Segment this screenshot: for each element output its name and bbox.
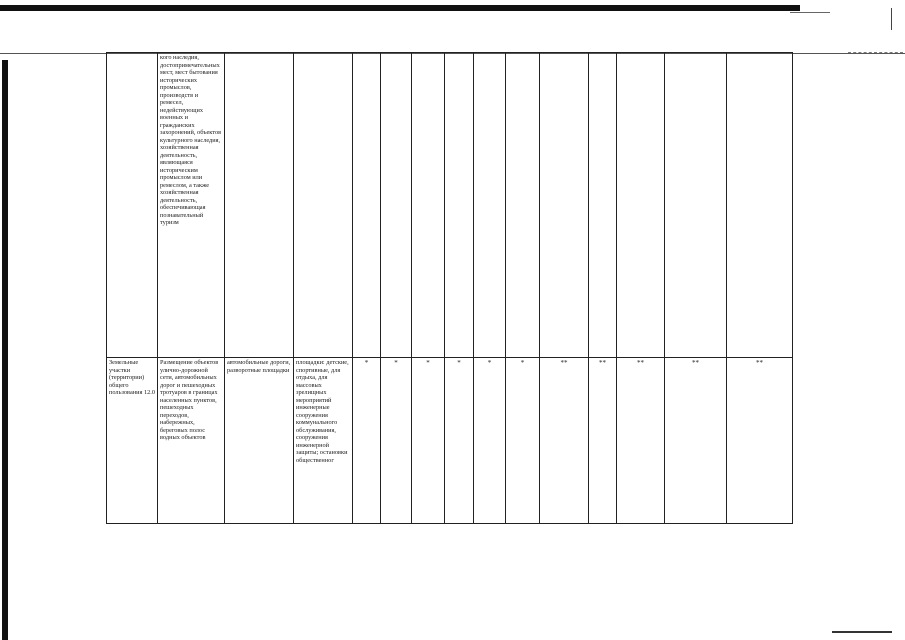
scan-edge-left: [2, 60, 8, 640]
cell-param: [727, 53, 793, 358]
table-row: [107, 53, 793, 358]
cell-param: [445, 53, 474, 358]
cell-land-category: Земельные участки (территории) общего пользования 12.0: [107, 358, 158, 524]
cell-param: [412, 53, 445, 358]
cell-param: [381, 53, 412, 358]
cell-param-mark: **: [540, 358, 589, 524]
scan-edge-top: [0, 5, 800, 11]
cell-param-mark: *: [506, 358, 540, 524]
scan-edge-top-fragment: [790, 12, 830, 13]
cell-param-mark: **: [727, 358, 793, 524]
scan-edge-bottom: [832, 631, 892, 633]
cell-code: [107, 53, 158, 358]
cell-param-mark: *: [353, 358, 381, 524]
cell-param: [474, 53, 506, 358]
cell-param-mark: *: [474, 358, 506, 524]
cell-main-use: автомобильные дороги, разворотные площадки: [225, 358, 294, 524]
cell-param: [665, 53, 727, 358]
cell-param: [617, 53, 665, 358]
cell-param: [540, 53, 589, 358]
land-use-table: [106, 52, 793, 524]
cell-main-use: [225, 53, 294, 358]
cell-param: [353, 53, 381, 358]
cell-description: Размещение объектов улично-дорожной сети, автомобильных дорог и пешеходных тротуаров в границах населенных пунктов, пешеходных переходов, набережных, береговых полос водных объектов: [158, 358, 225, 524]
cell-param-mark: **: [665, 358, 727, 524]
cell-param: [589, 53, 617, 358]
table-row: [107, 358, 793, 524]
cell-description: кого наследия, достопримечательных мест, мест бытования исторических промыслов, производств и ремесел, недействующих военных и гражданских захоронений, объектов культурного наследия, хозяйственная деятельность, являющаяся историческим промыслом или ремеслом, а также хозяйственная деятельность, обеспечивающая познавательный туризм: [158, 53, 225, 358]
scan-edge-tick: [891, 8, 892, 30]
cell-param-mark: *: [412, 358, 445, 524]
cell-auxiliary-use: [294, 53, 353, 358]
cell-auxiliary-use: площадки: детские, спортивные, для отдыха, для массовых зрелищных мероприятий инженерные сооружения коммунального обслуживания, сооружения инженерной защиты; остановки общественног: [294, 358, 353, 524]
cell-param: [506, 53, 540, 358]
scan-dash-mark: [848, 52, 903, 54]
cell-param-mark: **: [617, 358, 665, 524]
cell-param-mark: **: [589, 358, 617, 524]
cell-param-mark: *: [445, 358, 474, 524]
cell-param-mark: *: [381, 358, 412, 524]
